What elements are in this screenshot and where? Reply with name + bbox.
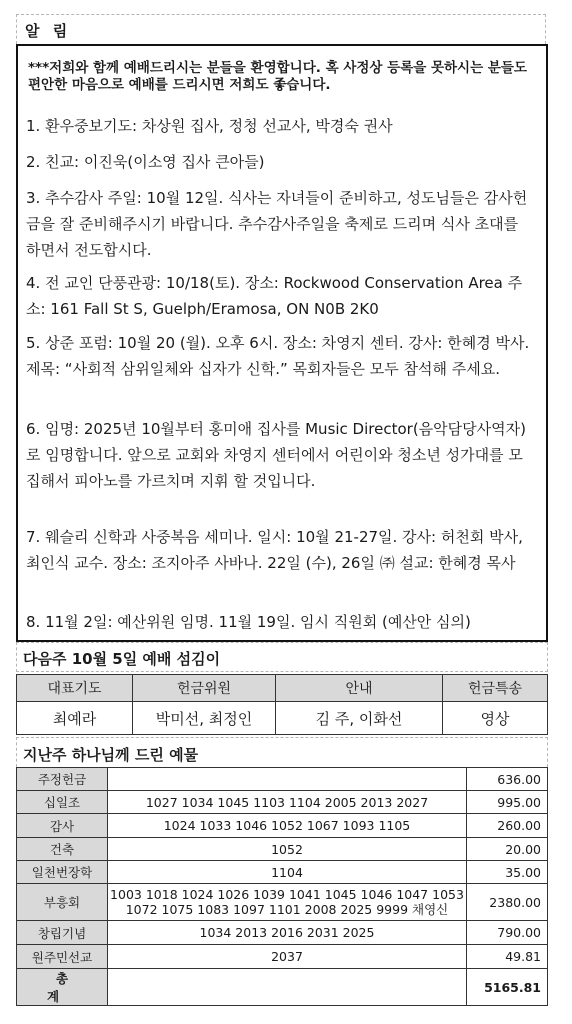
total-row xyxy=(17,969,548,1006)
duty-header: 대표기도 xyxy=(17,675,133,702)
offering-numbers: 1027 1034 1045 1103 1104 2005 2013 2027 xyxy=(108,791,467,814)
welcome-message: ***저희와 함께 예배드리시는 분들을 환영합니다. 혹 사정상 등록을 못하시는 분들도 편안한 마음으로 예배를 드리시면 저희도 좋습니다. xyxy=(28,60,527,93)
offering-numbers: 1003 1018 1024 1026 1039 1041 1045 1046 1047 1053 1072 1075 1083 1097 1101 2008 2025 9999 채영신 xyxy=(108,884,467,921)
offering-category: 주정헌금 xyxy=(17,768,108,791)
notice-header xyxy=(16,14,546,44)
offering-category: 십일조 xyxy=(17,791,108,814)
offering-category: 감사 xyxy=(17,814,108,838)
offering-amount: 636.00 xyxy=(467,768,548,791)
duty-value: 영상 xyxy=(443,702,548,735)
notice-item-7: 7. 웨슬리 신학과 사중복음 세미나. 일시: 10월 21-27일. 강사: 허천회 박사, 최인식 교수. 장소: 조지아주 사바나. 22일 (수), 26일 ㈜ 설교: 한혜경 목사 xyxy=(26,528,523,572)
next-week-value-row xyxy=(17,702,548,735)
offering-numbers: 2037 xyxy=(108,945,467,969)
offering-header xyxy=(16,737,548,767)
offering-category: 일천번장학 xyxy=(17,861,108,884)
offering-category: 건축 xyxy=(17,838,108,861)
offering-amount: 2380.00 xyxy=(467,884,548,921)
offering-amount: 790.00 xyxy=(467,921,548,945)
offering-amount: 995.00 xyxy=(467,791,548,814)
total-amount: 5165.81 xyxy=(467,969,548,1006)
duty-value: 최예라 xyxy=(17,702,133,735)
table-row xyxy=(17,768,548,791)
next-week-header xyxy=(16,642,548,672)
offering-numbers: 1034 2013 2016 2031 2025 xyxy=(108,921,467,945)
offering-amount: 20.00 xyxy=(467,838,548,861)
duty-header: 헌금위원 xyxy=(133,675,276,702)
notice-item-3: 3. 추수감사 주일: 10월 12일. 식사는 자녀들이 준비하고, 성도님들은 감사헌금을 잘 준비해주시기 바랍니다. 추수감사주일을 축제로 드리며 식사 초대를 하면서 전도합시다. xyxy=(26,189,528,259)
total-spacer xyxy=(108,969,467,1006)
notice-box xyxy=(16,44,548,642)
table-row xyxy=(17,861,548,884)
next-week-title: 다음주 10월 5일 예배 섬김이 xyxy=(23,650,221,668)
duty-value: 김 주, 이화선 xyxy=(276,702,443,735)
duty-header: 안내 xyxy=(276,675,443,702)
notice-item-8: 8. 11월 2일: 예산위원 임명. 11월 19일. 임시 직원회 (예산안 심의) xyxy=(26,613,471,631)
offering-category: 원주민선교 xyxy=(17,945,108,969)
total-label: 총 계 xyxy=(17,969,108,1006)
offering-amount: 260.00 xyxy=(467,814,548,838)
notice-item-2: 2. 친교: 이진욱(이소영 집사 큰아들) xyxy=(26,153,265,171)
table-row xyxy=(17,884,548,921)
offering-table xyxy=(16,767,548,1006)
offering-amount: 35.00 xyxy=(467,861,548,884)
offering-numbers xyxy=(108,768,467,791)
notice-item-5: 5. 상준 포럼: 10월 20 (월). 오후 6시. 장소: 차영지 센터. 강사: 한혜경 박사. 제목: “사회적 삼위일체와 십자가 신학.” 목회자들은 모두 참석해 주세요. xyxy=(26,334,530,378)
offering-amount: 49.81 xyxy=(467,945,548,969)
table-row xyxy=(17,921,548,945)
duty-value: 박미선, 최정인 xyxy=(133,702,276,735)
notice-item-6: 6. 임명: 2025년 10월부터 홍미애 집사를 Music Director(음악담당사역자)로 임명합니다. 앞으로 교회와 차영지 센터에서 어린이와 청소년 성가대를 모집해서 피아노를 가르치며 지휘 할 것입니다. xyxy=(26,420,526,490)
offering-numbers: 1104 xyxy=(108,861,467,884)
table-row xyxy=(17,814,548,838)
notice-item-4: 4. 전 교인 단풍관광: 10/18(토). 장소: Rockwood Conservation Area 주소: 161 Fall St S, Guelph/Eramosa, ON N0B 2K0 xyxy=(26,274,523,318)
notice-title: 알 림 xyxy=(25,22,72,40)
offering-category: 부흥회 xyxy=(17,884,108,921)
offering-numbers: 1024 1033 1046 1052 1067 1093 1105 xyxy=(108,814,467,838)
notice-item-1: 1. 환우중보기도: 차상원 집사, 정청 선교사, 박경숙 권사 xyxy=(26,117,393,135)
next-week-table xyxy=(16,674,548,735)
offering-category: 창립기념 xyxy=(17,921,108,945)
table-row xyxy=(17,838,548,861)
table-row xyxy=(17,791,548,814)
offering-title: 지난주 하나님께 드린 예물 xyxy=(23,746,199,764)
offering-numbers: 1052 xyxy=(108,838,467,861)
table-row xyxy=(17,945,548,969)
next-week-header-row xyxy=(17,675,548,702)
duty-header: 헌금특송 xyxy=(443,675,548,702)
